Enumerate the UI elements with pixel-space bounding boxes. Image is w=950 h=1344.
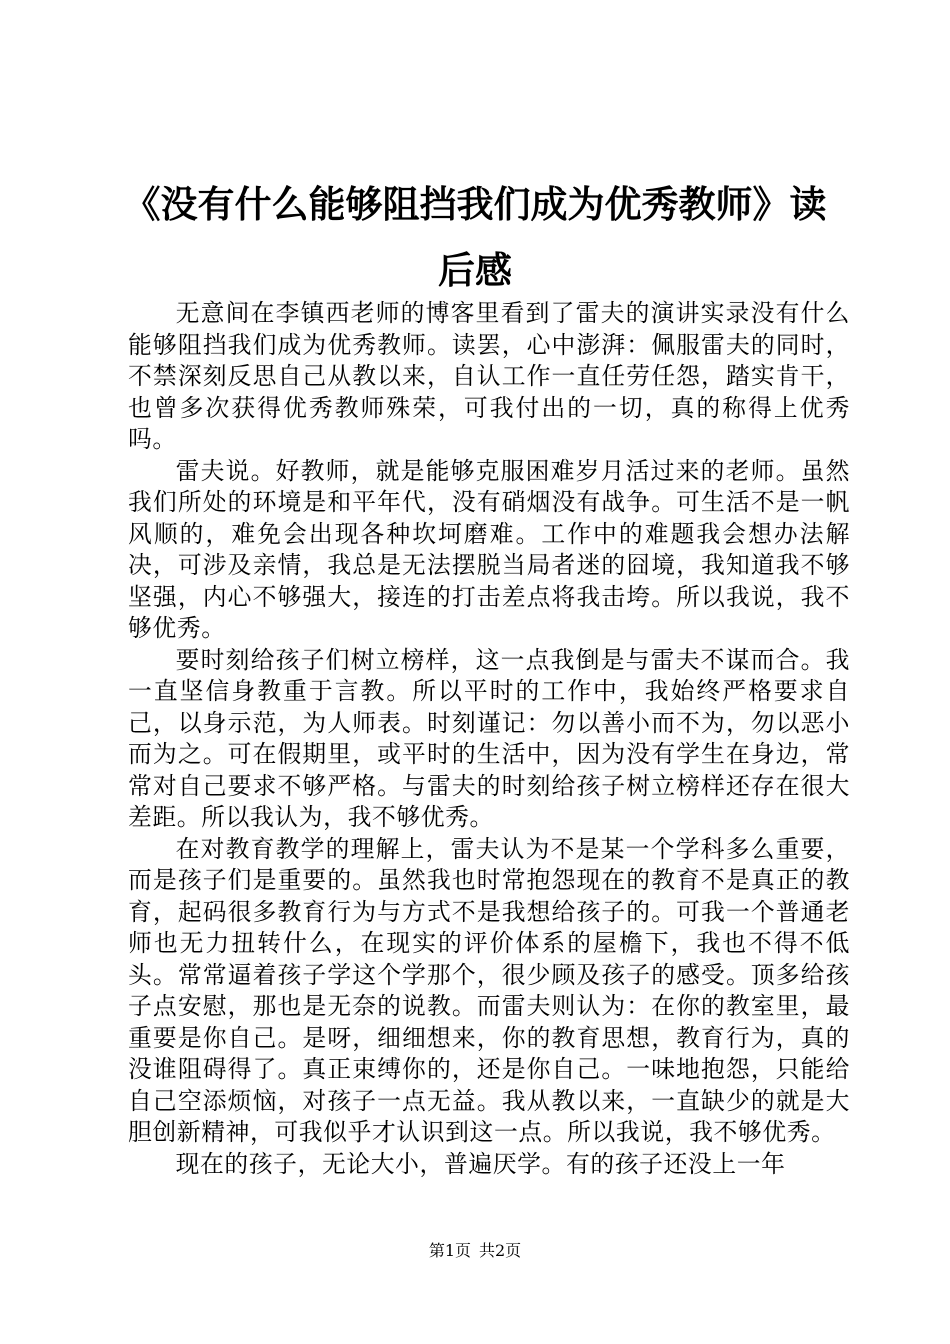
paragraph-1: 无意间在李镇西老师的博客里看到了雷夫的演讲实录没有什么能够阻挡我们成为优秀教师。读罢，心中澎湃：佩服雷夫的同时，不禁深刻反思自己从教以来，自认工作一直任劳任怨，踏实肯干，也曾多次获得优秀教师殊荣，可我付出的一切，真的称得上优秀吗。 bbox=[128, 299, 850, 453]
page-total: 共2页 bbox=[479, 1241, 522, 1260]
paragraph-3: 要时刻给孩子们树立榜样，这一点我倒是与雷夫不谋而合。我一直坚信身教重于言教。所以平时的工作中，我始终严格要求自己，以身示范，为人师表。时刻谨记：勿以善小而不为，勿以恶小而为之。可在假期里，或平时的生活中，因为没有学生在身边，常常对自己要求不够严格。与雷夫的时刻给孩子树立榜样还存在很大差距。所以我认为，我不够优秀。 bbox=[128, 645, 850, 831]
document-body bbox=[128, 298, 850, 1180]
paragraph-2: 雷夫说。好教师，就是能够克服困难岁月活过来的老师。虽然我们所处的环境是和平年代，没有硝烟没有战争。可生活不是一帆风顺的，难免会出现各种坎坷磨难。工作中的难题我会想办法解决，可涉及亲情，我总是无法摆脱当局者迷的囧境，我知道我不够坚强，内心不够强大，接连的打击差点将我击垮。所以我说，我不够优秀。 bbox=[128, 456, 850, 642]
paragraph-4: 在对教育教学的理解上，雷夫认为不是某一个学科多么重要，而是孩子们是重要的。虽然我也时常抱怨现在的教育不是真正的教育，起码很多教育行为与方式不是我想给孩子的。可我一个普通老师也无力扭转什么，在现实的评价体系的屋檐下，我也不得不低头。常常逼着孩子学这个学那个，很少顾及孩子的感受。顶多给孩子点安慰，那也是无奈的说教。而雷夫则认为：在你的教室里，最重要是你自己。是呀，细细想来，你的教育思想，教育行为，真的没谁阻碍得了。真正束缚你的，还是你自己。一味地抱怨，只能给自己空添烦恼，对孩子一点无益。我从教以来，一直缺少的就是大胆创新精神，可我似乎才认识到这一点。所以我说，我不够优秀。 bbox=[128, 834, 850, 1146]
paragraph-5: 现在的孩子，无论大小，普遍厌学。有的孩子还没上一年 bbox=[175, 1149, 786, 1178]
page-number: 第1页 bbox=[428, 1241, 471, 1260]
page-footer bbox=[0, 1240, 950, 1262]
document-title: 《没有什么能够阻挡我们成为优秀教师》读后感 bbox=[123, 183, 827, 292]
